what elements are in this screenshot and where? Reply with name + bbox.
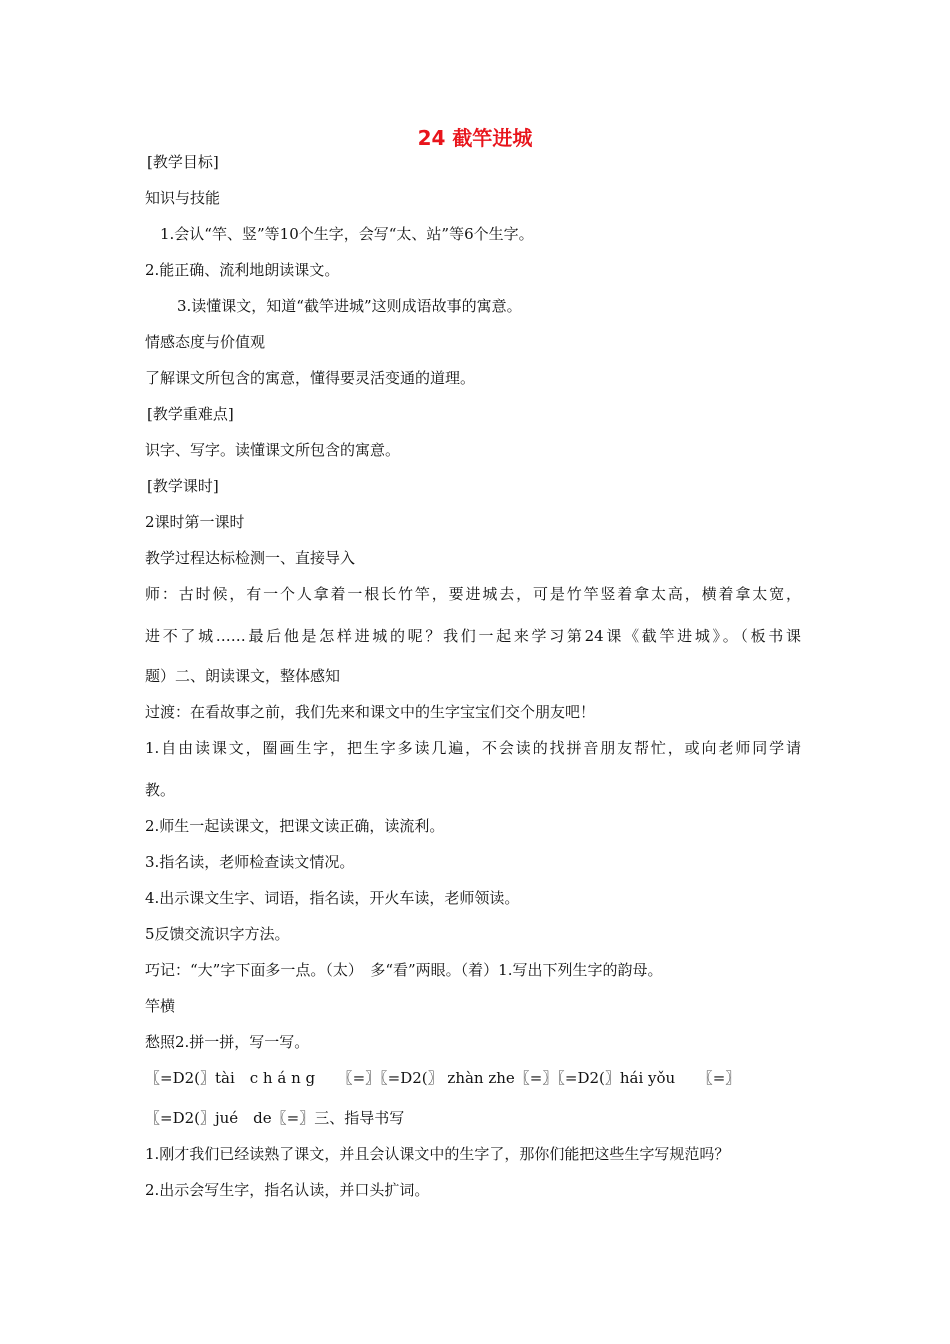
- section-heading-goals: [教学目标]: [147, 153, 219, 171]
- teacher-intro-line-2: 进不了城……最后他是怎样进城的呢？我们一起来学习第24课《截竿进城》。（板书课: [145, 627, 801, 645]
- transition-text: 过渡：在看故事之前，我们先来和课文中的生字宝宝们交个朋友吧！: [145, 703, 596, 721]
- section-heading-key-points: [教学重难点]: [147, 405, 234, 423]
- goal-item-2: 2.能正确、流利地朗读课文。: [145, 261, 340, 279]
- characters-line-2: 愁照2.拼一拼，写一写。: [145, 1033, 310, 1051]
- step-5: 5反馈交流识字方法。: [145, 925, 290, 943]
- characters-line-1: 竿横: [145, 997, 176, 1015]
- teacher-intro-line-1: 师：古时候，有一个人拿着一根长竹竿，要进城去，可是竹竿竖着拿太高，横着拿太宽，: [145, 585, 801, 603]
- teacher-intro-line-3: 题）二、朗读课文，整体感知: [145, 667, 341, 685]
- class-hours-text: 2课时第一课时: [145, 513, 245, 531]
- section-heading-class-hours: [教学课时]: [147, 477, 219, 495]
- pinyin-exercise-line-2: 〖=D2(〗jué de〖=〗三、指导书写: [145, 1109, 405, 1127]
- step-3: 3.指名读，老师检查读文情况。: [145, 853, 355, 871]
- subheading-knowledge-skills: 知识与技能: [145, 189, 221, 207]
- process-heading: 教学过程达标检测一、直接导入: [145, 549, 356, 567]
- key-points-text: 识字、写字。读懂课文所包含的寓意。: [145, 441, 401, 459]
- pinyin-exercise-line-1: 〖=D2(〗tài c h á n g 〖=〗〖=D2(〗 zhàn zhe〖=〗〖=D2(〗hái yǒu 〖=〗: [145, 1069, 741, 1087]
- writing-guide-2: 2.出示会写生字，指名认读，并口头扩词。: [145, 1181, 430, 1199]
- goal-item-3: 3.读懂课文，知道“截竿进城”这则成语故事的寓意。: [177, 297, 522, 315]
- writing-guide-1: 1.刚才我们已经读熟了课文，并且会认课文中的生字了，那你们能把这些生字写规范吗？: [145, 1145, 730, 1163]
- step-1-line-1: 1.自由读课文，圈画生字，把生字多读几遍，不会读的找拼音朋友帮忙，或向老师同学请: [145, 739, 801, 757]
- step-2: 2.师生一起读课文，把课文读正确，读流利。: [145, 817, 445, 835]
- goal-item-1: 1.会认“竿、竖”等10个生字，会写“太、站”等6个生字。: [160, 225, 534, 243]
- memory-tip: 巧记：“大”字下面多一点。（太） 多“看”两眼。（着）1.写出下列生字的韵母。: [145, 961, 663, 979]
- subheading-emotion-values: 情感态度与价值观: [145, 333, 266, 351]
- step-4: 4.出示课文生字、词语，指名读，开火车读，老师领读。: [145, 889, 520, 907]
- emotion-goal: 了解课文所包含的寓意，懂得要灵活变通的道理。: [145, 369, 476, 387]
- step-1-line-2: 教。: [145, 781, 176, 799]
- lesson-title: 24 截竿进城: [417, 126, 533, 150]
